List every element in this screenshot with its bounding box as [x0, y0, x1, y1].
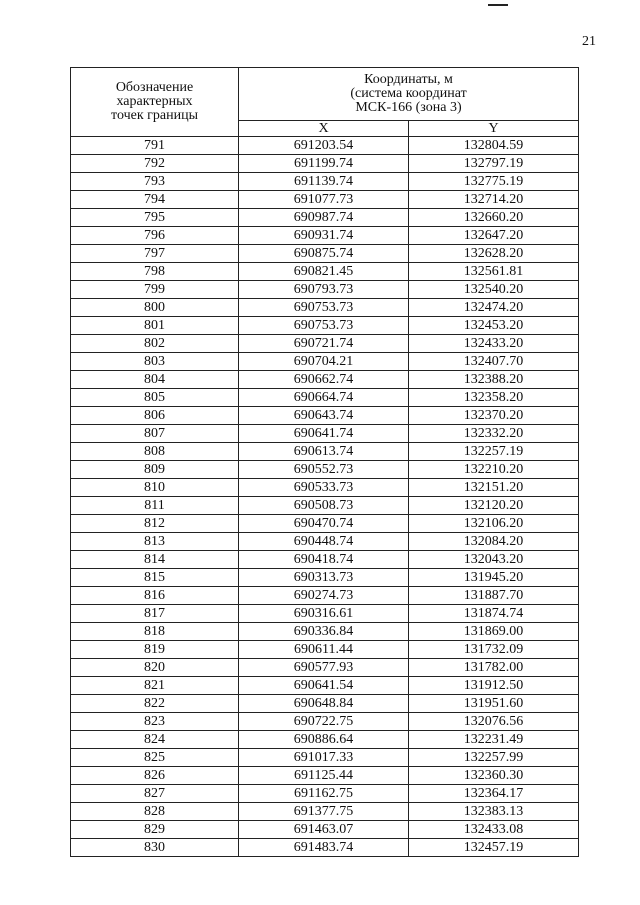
cell-point-id: 797 [71, 245, 239, 263]
table-row [71, 335, 579, 353]
header-point-line: характерных [116, 94, 193, 109]
table-row [71, 317, 579, 335]
cell-y: 132364.17 [409, 785, 579, 803]
cell-point-id: 818 [71, 623, 239, 641]
table-row [71, 569, 579, 587]
cell-point-id: 811 [71, 497, 239, 515]
cell-y: 131874.74 [409, 605, 579, 623]
cell-y: 132084.20 [409, 533, 579, 551]
cell-y: 132540.20 [409, 281, 579, 299]
cell-y: 132210.20 [409, 461, 579, 479]
cell-x: 691203.54 [239, 137, 409, 155]
cell-y: 132358.20 [409, 389, 579, 407]
cell-y: 131945.20 [409, 569, 579, 587]
cell-point-id: 791 [71, 137, 239, 155]
cell-x: 691483.74 [239, 839, 409, 857]
table-row [71, 749, 579, 767]
header-coords-line: Координаты, м [364, 72, 453, 88]
table-row [71, 155, 579, 173]
table-row [71, 551, 579, 569]
cell-y: 132457.19 [409, 839, 579, 857]
cell-y: 132775.19 [409, 173, 579, 191]
cell-x: 690643.74 [239, 407, 409, 425]
cell-point-id: 824 [71, 731, 239, 749]
table-row [71, 443, 579, 461]
boundary-points-table [70, 67, 579, 857]
cell-point-id: 795 [71, 209, 239, 227]
cell-point-id: 801 [71, 317, 239, 335]
cell-point-id: 802 [71, 335, 239, 353]
table-row [71, 191, 579, 209]
table-row [71, 209, 579, 227]
cell-point-id: 822 [71, 695, 239, 713]
cell-point-id: 827 [71, 785, 239, 803]
cell-point-id: 794 [71, 191, 239, 209]
cell-point-id: 793 [71, 173, 239, 191]
cell-x: 690753.73 [239, 299, 409, 317]
cell-y: 132433.08 [409, 821, 579, 839]
cell-x: 690508.73 [239, 497, 409, 515]
header-x: X [239, 121, 409, 137]
cell-point-id: 817 [71, 605, 239, 623]
cell-x: 691077.73 [239, 191, 409, 209]
cell-x: 690821.45 [239, 263, 409, 281]
cell-x: 690662.74 [239, 371, 409, 389]
cell-x: 690552.73 [239, 461, 409, 479]
cell-y: 132370.20 [409, 407, 579, 425]
cell-y: 132714.20 [409, 191, 579, 209]
cell-x: 690611.44 [239, 641, 409, 659]
cell-x: 690664.74 [239, 389, 409, 407]
table-row [71, 497, 579, 515]
table-row [71, 263, 579, 281]
cell-y: 132804.59 [409, 137, 579, 155]
table-row [71, 281, 579, 299]
cell-y: 132797.19 [409, 155, 579, 173]
cell-x: 690753.73 [239, 317, 409, 335]
cell-y: 131951.60 [409, 695, 579, 713]
header-coordinates [239, 68, 579, 121]
cell-y: 132388.20 [409, 371, 579, 389]
cell-y: 132332.20 [409, 425, 579, 443]
cell-point-id: 810 [71, 479, 239, 497]
cell-x: 690987.74 [239, 209, 409, 227]
cell-x: 691125.44 [239, 767, 409, 785]
cell-x: 690641.54 [239, 677, 409, 695]
cell-y: 132231.49 [409, 731, 579, 749]
table-row [71, 767, 579, 785]
cell-point-id: 803 [71, 353, 239, 371]
table-row [71, 605, 579, 623]
table-row [71, 839, 579, 857]
cell-x: 690641.74 [239, 425, 409, 443]
cell-y: 132043.20 [409, 551, 579, 569]
cell-y: 132151.20 [409, 479, 579, 497]
cell-point-id: 804 [71, 371, 239, 389]
table-body [71, 137, 579, 857]
table-row [71, 803, 579, 821]
header-point-line: Обозначение [115, 80, 194, 95]
table-row [71, 659, 579, 677]
cell-x: 690577.93 [239, 659, 409, 677]
header-point-designation [71, 68, 239, 137]
cell-point-id: 814 [71, 551, 239, 569]
cell-y: 132647.20 [409, 227, 579, 245]
cell-y: 132120.20 [409, 497, 579, 515]
cell-y: 132407.70 [409, 353, 579, 371]
table-row [71, 821, 579, 839]
cell-y: 131732.09 [409, 641, 579, 659]
cell-x: 691017.33 [239, 749, 409, 767]
table-row [71, 641, 579, 659]
table-row [71, 785, 579, 803]
cell-x: 690418.74 [239, 551, 409, 569]
cell-point-id: 792 [71, 155, 239, 173]
cell-y: 132257.19 [409, 443, 579, 461]
table-row [71, 425, 579, 443]
cell-point-id: 829 [71, 821, 239, 839]
cell-y: 131887.70 [409, 587, 579, 605]
table-row [71, 389, 579, 407]
cell-point-id: 799 [71, 281, 239, 299]
page-number: 21 [582, 34, 596, 49]
cell-x: 691162.75 [239, 785, 409, 803]
cell-y: 131869.00 [409, 623, 579, 641]
cell-point-id: 828 [71, 803, 239, 821]
cell-x: 690722.75 [239, 713, 409, 731]
cell-point-id: 805 [71, 389, 239, 407]
cell-x: 690648.84 [239, 695, 409, 713]
cell-y: 132076.56 [409, 713, 579, 731]
table-row [71, 173, 579, 191]
table-row [71, 515, 579, 533]
cell-point-id: 820 [71, 659, 239, 677]
cell-x: 690448.74 [239, 533, 409, 551]
cell-y: 132360.30 [409, 767, 579, 785]
cell-x: 691463.07 [239, 821, 409, 839]
cell-y: 132257.99 [409, 749, 579, 767]
cell-y: 132383.13 [409, 803, 579, 821]
table-row [71, 731, 579, 749]
table-row [71, 533, 579, 551]
table-row [71, 677, 579, 695]
table-row [71, 371, 579, 389]
cell-point-id: 830 [71, 839, 239, 857]
table-row [71, 587, 579, 605]
cell-x: 690470.74 [239, 515, 409, 533]
cell-point-id: 826 [71, 767, 239, 785]
cell-point-id: 796 [71, 227, 239, 245]
table-row [71, 137, 579, 155]
cell-x: 690793.73 [239, 281, 409, 299]
table-row [71, 695, 579, 713]
header-y: Y [409, 121, 579, 137]
table-row [71, 299, 579, 317]
cell-point-id: 812 [71, 515, 239, 533]
header-coords-line: (система координат [350, 86, 467, 102]
cell-point-id: 821 [71, 677, 239, 695]
cell-point-id: 798 [71, 263, 239, 281]
cell-x: 690931.74 [239, 227, 409, 245]
cell-x: 690704.21 [239, 353, 409, 371]
table-row [71, 479, 579, 497]
cell-point-id: 809 [71, 461, 239, 479]
cell-x: 691139.74 [239, 173, 409, 191]
cell-point-id: 807 [71, 425, 239, 443]
cell-y: 132561.81 [409, 263, 579, 281]
cell-x: 690875.74 [239, 245, 409, 263]
cell-y: 132453.20 [409, 317, 579, 335]
cell-y: 131782.00 [409, 659, 579, 677]
cell-y: 132628.20 [409, 245, 579, 263]
table-row [71, 623, 579, 641]
table-row [71, 461, 579, 479]
cell-point-id: 806 [71, 407, 239, 425]
cell-point-id: 815 [71, 569, 239, 587]
table-row [71, 353, 579, 371]
cell-point-id: 823 [71, 713, 239, 731]
cell-x: 690316.61 [239, 605, 409, 623]
table-row [71, 227, 579, 245]
cell-point-id: 825 [71, 749, 239, 767]
table-row [71, 245, 579, 263]
cell-x: 690274.73 [239, 587, 409, 605]
cell-y: 132106.20 [409, 515, 579, 533]
cell-point-id: 819 [71, 641, 239, 659]
cell-x: 690613.74 [239, 443, 409, 461]
header-point-line: точек границы [111, 108, 198, 123]
cell-y: 131912.50 [409, 677, 579, 695]
header-coords-line: МСК-166 (зона 3) [355, 100, 462, 116]
top-margin-mark [488, 4, 508, 6]
cell-x: 691199.74 [239, 155, 409, 173]
cell-x: 690533.73 [239, 479, 409, 497]
table-row [71, 713, 579, 731]
cell-point-id: 813 [71, 533, 239, 551]
cell-y: 132433.20 [409, 335, 579, 353]
cell-x: 690313.73 [239, 569, 409, 587]
cell-x: 690886.64 [239, 731, 409, 749]
cell-y: 132474.20 [409, 299, 579, 317]
table-row [71, 407, 579, 425]
cell-point-id: 800 [71, 299, 239, 317]
cell-point-id: 816 [71, 587, 239, 605]
cell-x: 690721.74 [239, 335, 409, 353]
cell-point-id: 808 [71, 443, 239, 461]
cell-x: 691377.75 [239, 803, 409, 821]
cell-y: 132660.20 [409, 209, 579, 227]
cell-x: 690336.84 [239, 623, 409, 641]
